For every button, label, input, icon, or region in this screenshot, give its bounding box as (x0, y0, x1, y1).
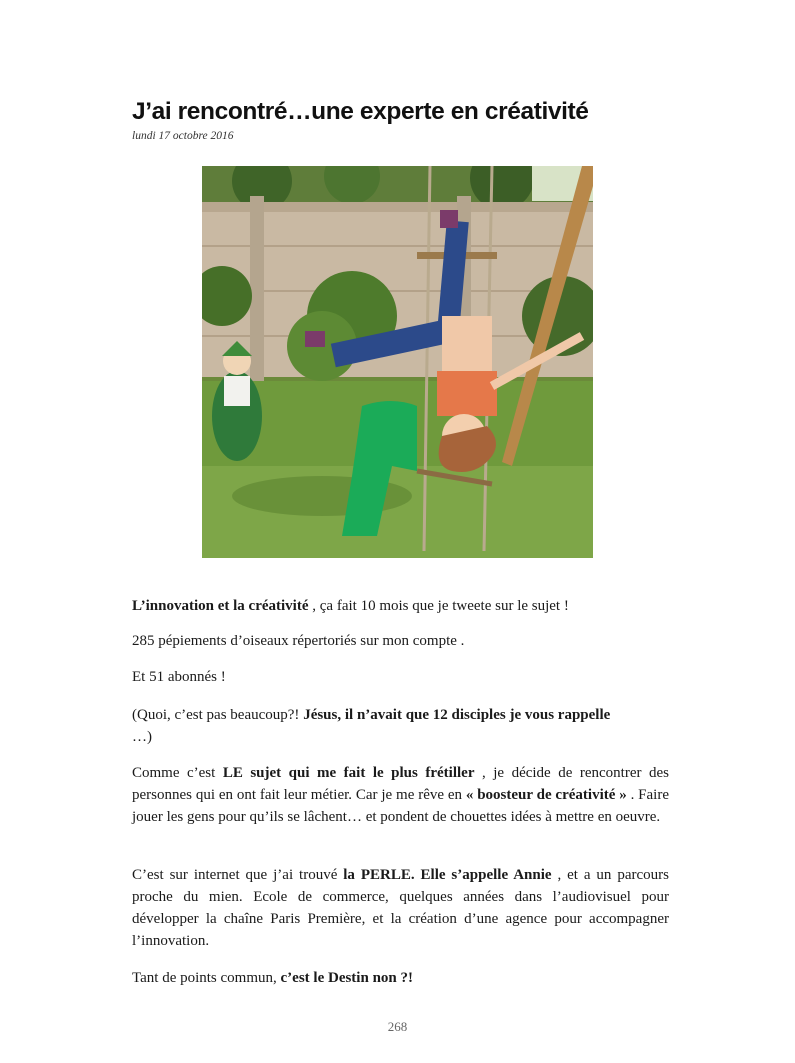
article-date: lundi 17 octobre 2016 (132, 130, 234, 142)
article-title: J’ai rencontré…une experte en créativité (132, 98, 589, 125)
text-span: 285 pépiements d’oiseaux répertoriés sur mon compte . (132, 633, 465, 649)
bold-phrase: « boosteur de créativité » (465, 787, 627, 803)
bold-phrase: c’est le Destin non ?! (280, 970, 413, 986)
text-span: …) (132, 729, 152, 745)
paragraph-1 (132, 595, 669, 617)
paragraph-3 (132, 666, 669, 688)
text-span: Tant de points commun, (132, 970, 281, 986)
photo-girl-on-swing-icon (202, 166, 593, 558)
text-span: . Faire jouer les gens pour qu’ils se lâchent… et pondent de chouettes idées à mettre en oeuvre. (132, 787, 669, 825)
paragraph-4 (132, 704, 669, 748)
text-span: (Quoi, c’est pas beaucoup?! (132, 707, 304, 723)
text-span: Et 51 abonnés ! (132, 669, 226, 685)
paragraph-2 (132, 630, 669, 652)
bold-phrase: la PERLE. Elle s’appelle Annie (343, 867, 552, 883)
bold-phrase: Jésus, il n’avait que 12 disciples je vous rappelle (303, 707, 611, 723)
bold-phrase: L’innovation et la créativité (132, 598, 309, 614)
text-span: , je décide de rencontrer des personnes qui en ont fait leur métier. Car je me rêve en (132, 765, 669, 803)
page-number: 268 (387, 1019, 408, 1034)
paragraph-7 (132, 967, 669, 989)
text-span: , et a un parcours proche du mien. Ecole de commerce, quelques années dans l’audiovisuel pour développer la chaîne Paris Première, et la création d’une agence pour accompagner l’innovation. (132, 867, 669, 949)
article-photo (202, 166, 593, 558)
paragraph-6 (132, 864, 669, 952)
text-span: , ça fait 10 mois que je tweete sur le sujet ! (308, 598, 569, 614)
text-span: C’est sur internet que j’ai trouvé (132, 867, 344, 883)
bold-phrase: LE sujet qui me fait le plus frétiller (222, 765, 475, 781)
paragraph-5 (132, 762, 669, 828)
text-span: Comme c’est (132, 765, 223, 781)
